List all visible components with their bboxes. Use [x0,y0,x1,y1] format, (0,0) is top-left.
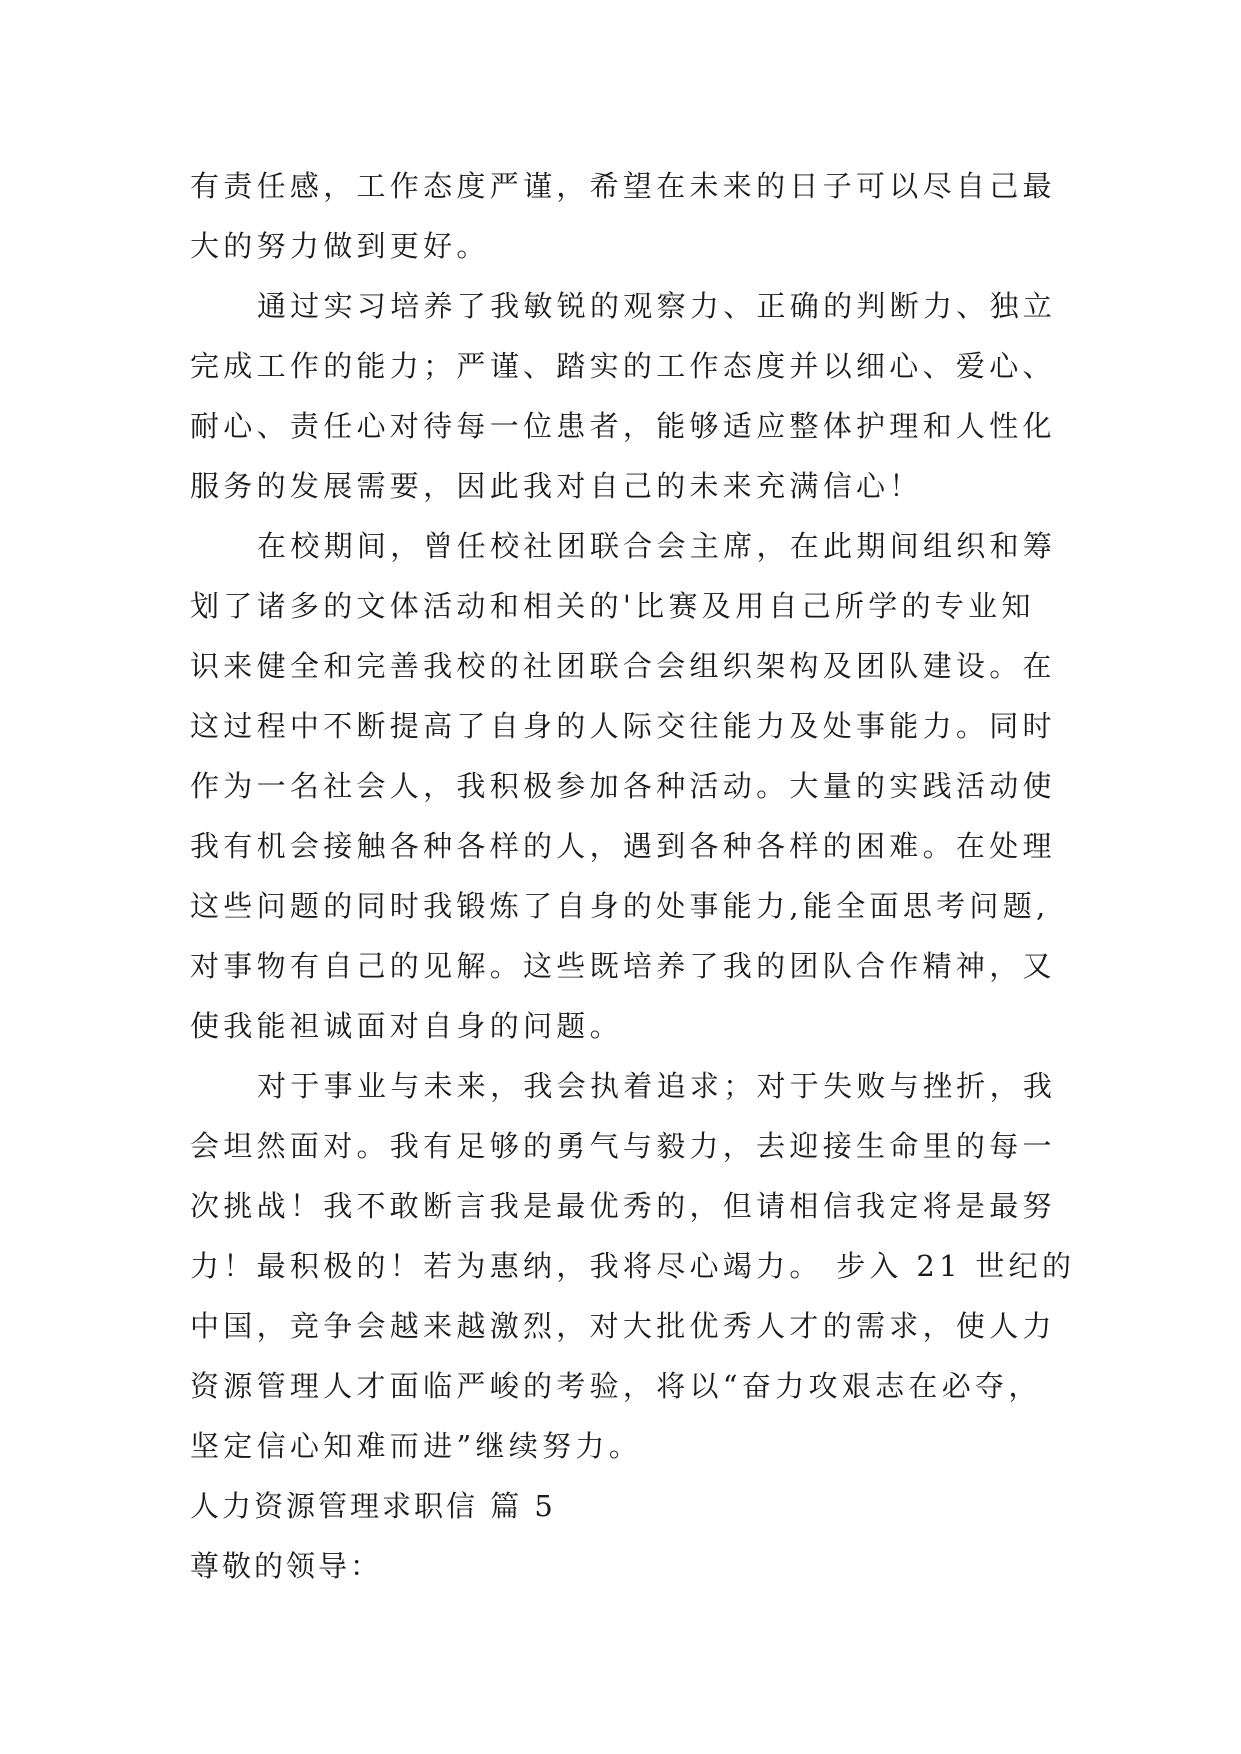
salutation-line: 尊敬的领导： [190,1549,383,1583]
body-text-line: 次挑战！我不敢断言我是最优秀的，但请相信我定将是最努 [190,1189,1056,1223]
paragraph-start-line: 对于事业与未来，我会执着追求；对于失败与挫折，我 [257,1069,1057,1103]
body-text-line: 中国，竞争会越来越激烈，对大批优秀人才的需求，使人力 [190,1309,1056,1343]
body-text-line: 划了诸多的文体活动和相关的'比赛及用自己所学的专业知 [190,589,1035,623]
body-text-line: 这些问题的同时我锻炼了自身的处事能力,能全面思考问题, [190,889,1050,923]
body-text-line: 耐心、责任心对待每一位患者，能够适应整体护理和人性化 [190,409,1056,443]
body-text-line: 完成工作的能力；严谨、踏实的工作态度并以细心、爱心、 [190,349,1056,383]
body-text-line: 力！最积极的！若为惠纳，我将尽心竭力。 步入 21 世纪的 [190,1249,1076,1283]
body-text-line: 识来健全和完善我校的社团联合会组织架构及团队建设。在 [190,649,1056,683]
body-text-line: 坚定信心知难而进”继续努力。 [190,1429,643,1463]
paragraph-start-line: 通过实习培养了我敏锐的观察力、正确的判断力、独立 [257,289,1057,323]
body-text-line: 作为一名社会人，我积极参加各种活动。大量的实践活动使 [190,769,1056,803]
body-text-line: 对事物有自己的见解。这些既培养了我的团队合作精神，又 [190,949,1056,983]
body-text-line: 有责任感，工作态度严谨，希望在未来的日子可以尽自己最 [190,169,1056,203]
body-text-line: 服务的发展需要，因此我对自己的未来充满信心！ [190,469,923,503]
body-text-line: 使我能袒诚面对自身的问题。 [190,1009,623,1043]
body-text-line: 会坦然面对。我有足够的勇气与毅力，去迎接生命里的每一 [190,1129,1056,1163]
body-text-line: 资源管理人才面临严峻的考验，将以“奋力攻艰志在必夺， [190,1369,1042,1403]
section-heading: 人力资源管理求职信 篇 5 [190,1489,556,1523]
paragraph-start-line: 在校期间，曾任校社团联合会主席，在此期间组织和筹 [257,529,1057,563]
body-text-line: 我有机会接触各种各样的人，遇到各种各样的困难。在处理 [190,829,1056,863]
body-text-line: 这过程中不断提高了自身的人际交往能力及处事能力。同时 [190,709,1056,743]
body-text-line: 大的努力做到更好。 [190,229,490,263]
